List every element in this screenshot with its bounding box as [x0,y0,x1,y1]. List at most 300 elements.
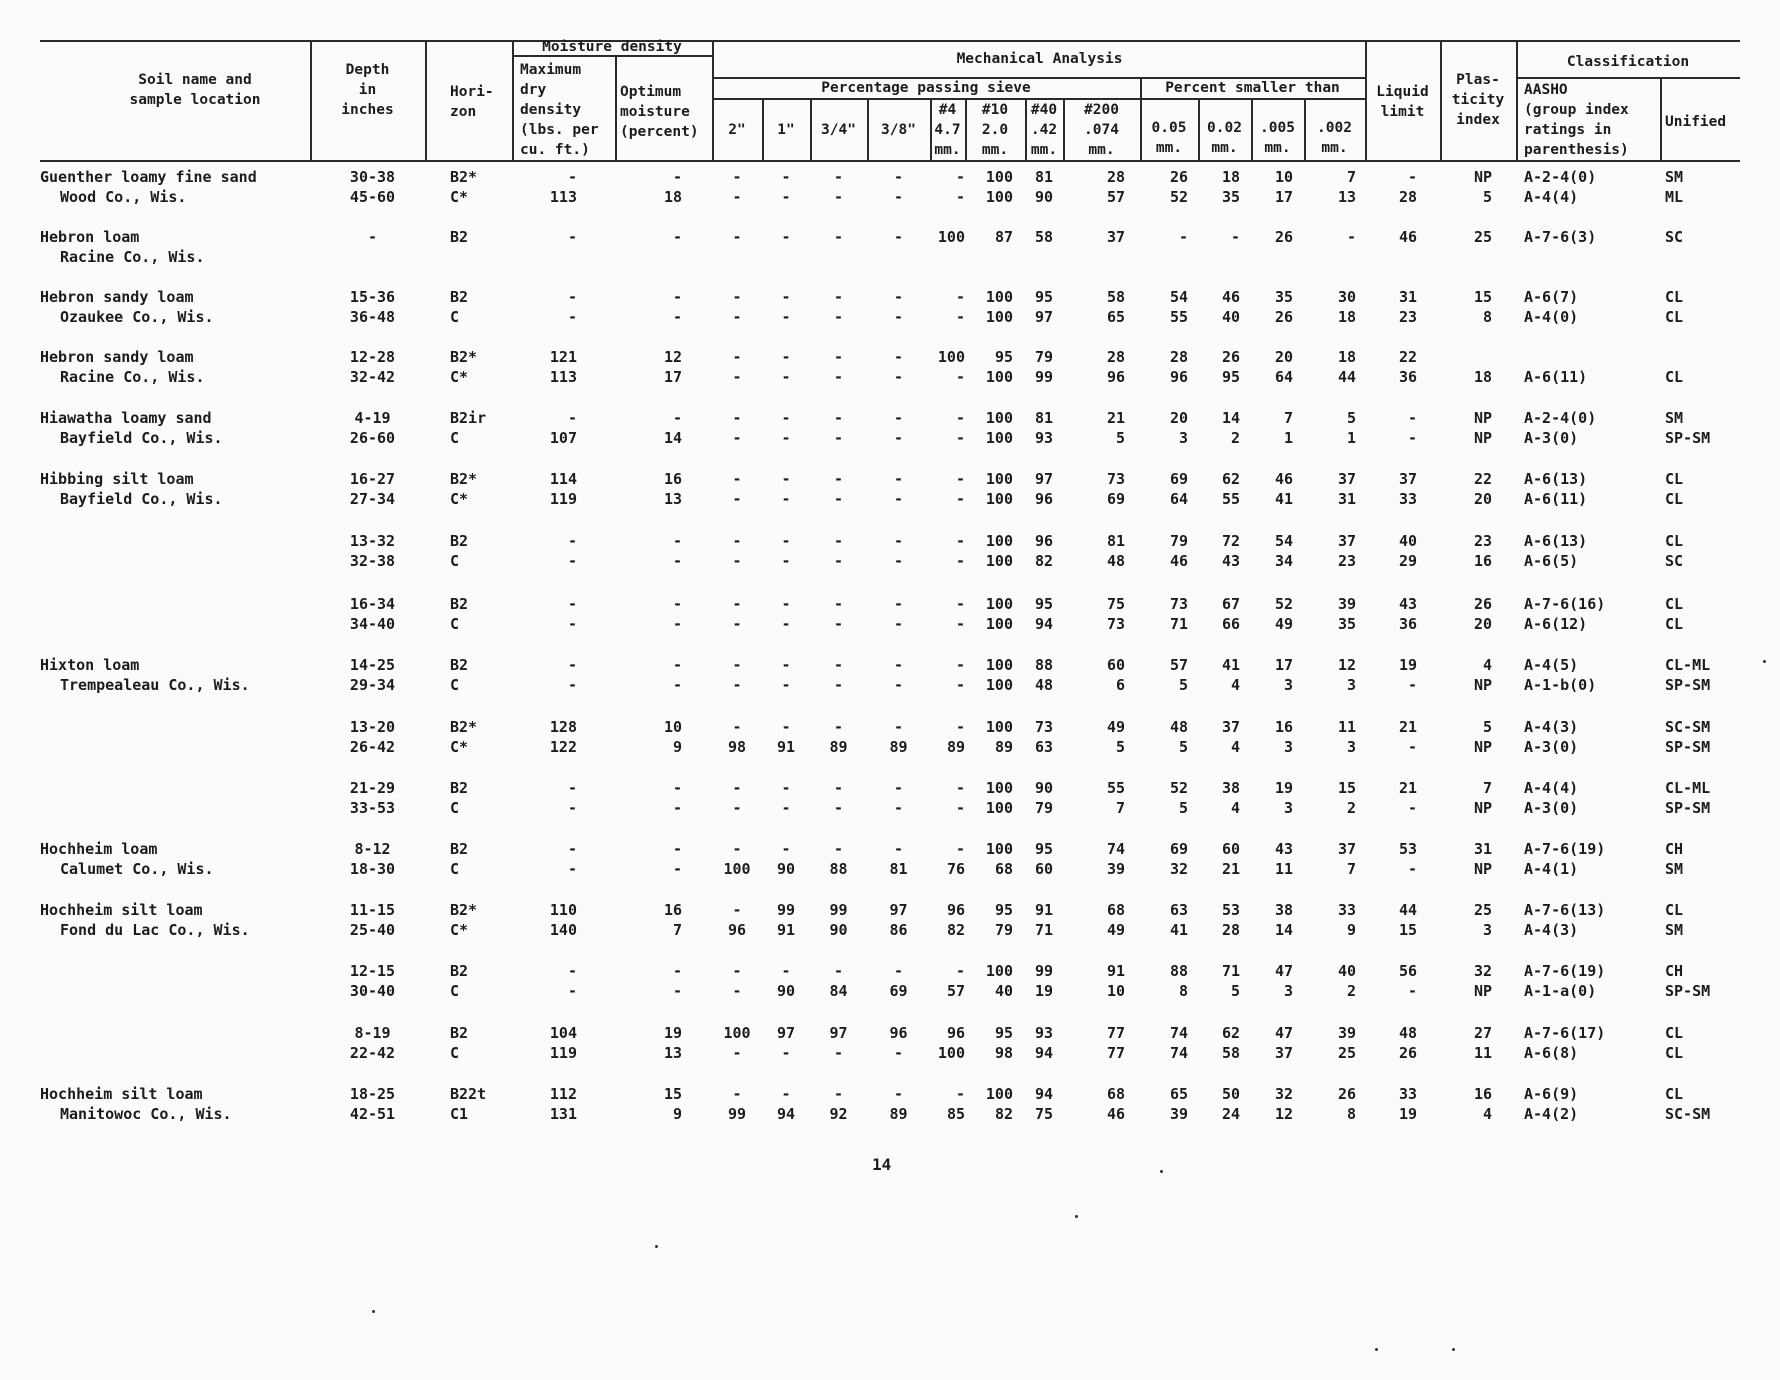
table-cell: - [567,288,577,306]
soil-name-cell: Manitowoc Co., Wis. [60,1105,232,1123]
table-cell: A-2-4(0) [1524,409,1597,427]
table-cell: 41 [1274,490,1293,508]
table-cell: A-7-6(13) [1524,901,1606,919]
table-cell: - [732,532,742,550]
table-cell: - [833,595,844,613]
table-cell: 69 [1169,840,1188,858]
table-cell: 82 [946,921,965,939]
table-cell: 10 [1106,982,1125,1000]
table-cell: 100 [985,368,1013,386]
table-cell: 76 [946,860,965,878]
table-cell: - [893,348,904,366]
table-cell: 119 [549,490,577,508]
table-cell: 5 [1482,188,1492,206]
scan-speck [1160,1170,1163,1173]
header-divider [615,55,617,162]
table-cell: 60 [1221,840,1240,858]
table-cell: 39 [1169,1105,1188,1123]
table-cell: CH [1665,840,1684,858]
table-cell: - [1407,429,1417,447]
table-cell: 99 [776,901,796,919]
table-cell: C* [450,188,469,206]
table-cell: - [893,308,904,326]
table-cell: 82 [994,1105,1013,1123]
table-cell: 13-20 [349,718,396,736]
table-cell: 18 [1337,308,1356,326]
table-cell: - [1407,860,1417,878]
table-cell: 46 [1274,470,1293,488]
table-cell: 100 [937,1044,965,1062]
table-cell: 128 [549,718,577,736]
table-cell: - [732,901,742,919]
table-cell: 13 [663,490,682,508]
table-cell: 7 [1346,168,1356,186]
table-cell: - [672,552,682,570]
table-cell: 85 [946,1105,965,1123]
table-cell: - [781,1085,791,1103]
table-cell: 22-42 [349,1044,396,1062]
table-cell: - [1178,228,1188,246]
table-cell: - [955,779,965,797]
table-cell: 95 [1034,595,1054,613]
table-cell: 26 [1473,595,1492,613]
table-cell: 55 [1169,308,1188,326]
table-cell: 100 [985,552,1013,570]
table-cell: 11-15 [349,901,396,919]
table-cell: 49 [1274,615,1293,633]
soil-name-cell: Bayfield Co., Wis. [60,429,223,447]
table-cell: - [672,288,682,306]
soil-name-cell: Bayfield Co., Wis. [60,490,223,508]
table-cell: 114 [549,470,577,488]
table-cell: 26 [1274,228,1293,246]
table-cell: C* [450,368,469,386]
table-cell: 13-32 [349,532,396,550]
table-cell: A-7-6(16) [1524,595,1606,613]
table-cell: 47 [1274,1024,1293,1042]
table-cell: 9 [672,1105,682,1123]
table-cell: - [781,490,791,508]
table-cell: 92 [829,1105,848,1123]
table-cell: 30 [1337,288,1356,306]
table-cell: C [450,552,460,570]
plasticity-index-header: Plas- ticity index [1451,72,1505,128]
table-cell: 100 [985,840,1013,858]
table-cell: 53 [1221,901,1240,919]
table-cell: 67 [1221,595,1240,613]
table-cell: 3 [1482,921,1492,939]
table-cell: 32-38 [349,552,396,570]
table-cell: - [781,840,791,858]
table-cell: 95 [1034,288,1054,306]
table-cell: - [893,656,904,674]
table-cell: 7 [672,921,682,939]
table-cell: - [672,676,682,694]
table-cell: 96 [889,1024,908,1042]
table-cell: 6 [1115,676,1125,694]
table-cell: - [893,779,904,797]
table-cell: - [955,718,965,736]
table-cell: - [732,676,742,694]
table-cell: 72 [1221,532,1240,550]
table-cell: 89 [946,738,965,756]
table-cell: A-4(5) [1524,656,1579,674]
table-cell: CL [1665,308,1684,326]
table-cell: 99 [1034,962,1054,980]
table-cell: - [567,308,577,326]
table-cell: - [1407,676,1417,694]
table-cell: CL [1665,1024,1684,1042]
table-cell: 48 [1034,676,1054,694]
table-cell: 12 [1337,656,1356,674]
table-cell: 91 [776,738,796,756]
table-cell: - [781,799,791,817]
table-cell: - [781,168,791,186]
table-cell: - [955,532,965,550]
table-cell: 69 [889,982,908,1000]
table-cell: - [893,368,904,386]
table-cell: 8-19 [354,1024,391,1042]
table-cell: 97 [1034,308,1054,326]
table-cell: 100 [937,228,965,246]
table-cell: 97 [776,1024,796,1042]
table-cell: 38 [1221,779,1240,797]
table-cell: - [567,552,577,570]
table-cell: 96 [1034,490,1054,508]
table-cell: 50 [1221,1085,1240,1103]
table-cell: - [893,288,904,306]
table-cell: B22t [450,1085,487,1103]
table-cell: - [732,470,742,488]
table-cell: - [732,962,742,980]
table-cell: 52 [1169,779,1188,797]
table-cell: 96 [1106,368,1125,386]
table-cell: 66 [1221,615,1240,633]
table-cell: 21-29 [349,779,396,797]
table-cell: - [567,860,577,878]
table-cell: - [732,779,742,797]
table-cell: 41 [1221,656,1240,674]
table-cell: A-6(12) [1524,615,1588,633]
table-cell: 28 [1398,188,1417,206]
table-cell: 37 [1221,718,1240,736]
table-cell: 15-36 [349,288,396,306]
table-cell: - [833,470,844,488]
table-cell: 75 [1106,595,1125,613]
table-cell: - [781,1044,791,1062]
table-cell: - [672,615,682,633]
table-cell: 19 [1398,656,1417,674]
table-cell: A-6(7) [1524,288,1579,306]
table-cell: A-4(3) [1524,921,1579,939]
table-cell: 7 [1346,860,1356,878]
table-cell: 26 [1398,1044,1417,1062]
table-cell: 55 [1106,779,1125,797]
table-cell: 79 [994,921,1013,939]
table-cell: - [781,188,791,206]
table-cell: - [893,962,904,980]
table-cell: 100 [985,470,1013,488]
table-cell: CL [1665,615,1684,633]
table-cell: 81 [1034,168,1054,186]
table-cell: 37 [1337,840,1356,858]
table-cell: A-6(9) [1524,1085,1579,1103]
table-cell: - [672,168,682,186]
table-cell: 47 [1274,962,1293,980]
table-cell: 60 [1034,860,1054,878]
table-cell: - [1407,409,1417,427]
table-cell: - [672,840,682,858]
table-cell: 27 [1473,1024,1492,1042]
header-top-rule [40,40,1740,42]
table-cell: A-6(11) [1524,368,1588,386]
table-cell: 36-48 [349,308,396,326]
table-cell: 79 [1034,799,1054,817]
table-cell: 16-34 [349,595,396,613]
table-cell: 8 [1482,308,1492,326]
table-cell: 64 [1274,368,1293,386]
table-cell: - [672,799,682,817]
table-cell: 57 [946,982,965,1000]
table-cell: - [893,188,904,206]
table-cell: ML [1665,188,1684,206]
table-cell: 100 [985,676,1013,694]
table-cell: 95 [1034,840,1054,858]
table-cell: 26-60 [349,429,396,447]
table-cell: - [893,840,904,858]
table-cell: CL [1665,1044,1684,1062]
table-cell: 15 [663,1085,682,1103]
table-cell: 33 [1337,901,1356,919]
table-cell: 32 [1274,1085,1293,1103]
table-cell: - [672,982,682,1000]
table-cell: - [781,552,791,570]
table-cell: 100 [937,348,965,366]
table-cell: 46 [1169,552,1188,570]
header-divider [1660,77,1662,162]
table-cell: 81 [1034,409,1054,427]
table-cell: 65 [1169,1085,1188,1103]
header-bottom-rule [40,160,1740,162]
soil-name-cell: Racine Co., Wis. [60,368,205,386]
table-cell: 90 [1034,779,1054,797]
table-cell: 68 [1106,1085,1125,1103]
table-cell: - [833,615,844,633]
table-cell: SM [1665,409,1684,427]
soil-name-header: Soil name and sample location [129,72,261,108]
table-cell: - [1230,228,1240,246]
table-cell: 25 [1473,901,1492,919]
table-cell: A-3(0) [1524,799,1579,817]
table-cell: - [955,429,965,447]
table-cell: - [567,962,577,980]
table-cell: - [732,368,742,386]
table-cell: 100 [985,962,1013,980]
sieve-3-4in-header: 3/4" [821,122,856,138]
max-dry-density-header: Maximum dry density (lbs. per cu. ft.) [520,62,599,158]
table-cell: 5 [1230,982,1240,1000]
table-cell: C* [450,921,469,939]
table-cell: 99 [727,1105,747,1123]
table-cell: - [833,656,844,674]
table-cell: - [781,288,791,306]
table-cell: 3 [1283,982,1293,1000]
table-cell: CL-ML [1665,779,1711,797]
table-cell: C [450,799,460,817]
table-cell: 4-19 [354,409,391,427]
table-cell: - [955,168,965,186]
table-cell: - [732,552,742,570]
table-cell: - [955,840,965,858]
table-cell: 11 [1473,1044,1492,1062]
table-cell: A-6(8) [1524,1044,1579,1062]
table-cell: - [893,1085,904,1103]
table-cell: - [893,1044,904,1062]
table-cell: 41 [1169,921,1188,939]
table-cell: 58 [1106,288,1125,306]
table-cell: - [833,799,844,817]
table-cell: 40 [1398,532,1417,550]
table-cell: B2* [450,348,478,366]
table-cell: 74 [1169,1024,1188,1042]
table-cell: SC [1665,228,1684,246]
sieve-1in-header: 1" [777,122,795,138]
table-cell: 5 [1482,718,1492,736]
table-cell: 100 [985,799,1013,817]
table-cell: 58 [1034,228,1054,246]
table-cell: 104 [549,1024,577,1042]
table-cell: 11 [1337,718,1356,736]
table-cell: 88 [829,860,848,878]
table-cell: 12-15 [349,962,396,980]
page-number: 14 [872,1155,892,1174]
table-cell: - [732,615,742,633]
table-cell: 34-40 [349,615,396,633]
table-cell: 18 [1337,348,1356,366]
table-cell: 3 [1283,676,1293,694]
table-cell: 94 [776,1105,796,1123]
table-cell: 100 [985,532,1013,550]
table-cell: 100 [985,718,1013,736]
table-cell: - [833,840,844,858]
table-cell: 63 [1169,901,1188,919]
table-cell: 100 [985,308,1013,326]
table-cell: 22 [1398,348,1417,366]
table-cell: 112 [549,1085,577,1103]
table-cell: 26-42 [349,738,396,756]
table-cell: 14 [1274,921,1293,939]
table-cell: - [781,368,791,386]
table-cell: 18-25 [349,1085,396,1103]
classification-header: Classification [1566,54,1690,70]
table-cell: C1 [450,1105,469,1123]
table-cell: - [955,962,965,980]
table-cell: 20 [1473,615,1492,633]
table-cell: B2ir [450,409,487,427]
table-cell: 89 [889,738,908,756]
table-cell: 15 [1337,779,1356,797]
table-cell: 121 [549,348,577,366]
table-cell: 1 [1283,429,1293,447]
table-cell: 98 [994,1044,1013,1062]
table-cell: 75 [1034,1105,1054,1123]
table-cell: 23 [1337,552,1356,570]
table-cell: - [781,348,791,366]
table-cell: B2 [450,595,469,613]
table-cell: 113 [549,368,577,386]
table-cell: 100 [985,615,1013,633]
table-cell: 23 [1473,532,1492,550]
table-cell: A-4(1) [1524,860,1579,878]
table-cell: 94 [1034,1044,1054,1062]
table-cell: NP [1473,168,1492,186]
table-cell: A-7-6(17) [1524,1024,1606,1042]
table-cell: - [732,168,742,186]
table-cell: 55 [1221,490,1240,508]
table-cell: 2 [1230,429,1240,447]
table-cell: 81 [889,860,908,878]
table-cell: 73 [1106,470,1125,488]
table-cell: - [732,656,742,674]
table-cell: 35 [1221,188,1240,206]
table-cell: - [955,409,965,427]
table-cell: - [893,409,904,427]
table-cell: 28 [1106,168,1125,186]
table-cell: 25-40 [349,921,396,939]
table-cell: 21 [1106,409,1125,427]
table-cell: 20 [1169,409,1188,427]
table-cell: 100 [985,168,1013,186]
table-cell: 22 [1473,470,1492,488]
table-cell: 21 [1221,860,1240,878]
table-cell: - [732,288,742,306]
table-cell: 48 [1106,552,1125,570]
soil-name-cell: Hochheim silt loam [40,1085,203,1103]
table-cell: SP-SM [1665,738,1711,756]
table-cell: 19 [1274,779,1293,797]
table-cell: 100 [985,409,1013,427]
table-cell: 79 [1034,348,1054,366]
table-cell: - [781,676,791,694]
table-cell: - [672,962,682,980]
table-cell: 97 [889,901,908,919]
table-cell: 37 [1337,470,1356,488]
optimum-moisture-header: Optimum moisture (percent) [620,84,699,140]
table-cell: 39 [1337,1024,1356,1042]
table-cell: A-4(0) [1524,308,1579,326]
table-cell: 96 [1169,368,1188,386]
table-cell: 37 [1337,532,1356,550]
table-cell: 20 [1473,490,1492,508]
table-cell: 96 [727,921,747,939]
table-cell: 100 [985,595,1013,613]
table-cell: B2 [450,840,469,858]
table-cell: - [893,429,904,447]
table-cell: 54 [1169,288,1188,306]
table-cell: - [781,532,791,550]
table-cell: 42-51 [349,1105,396,1123]
table-cell: 3 [1346,676,1356,694]
table-cell: A-1-a(0) [1524,982,1597,1000]
table-cell: B2 [450,656,469,674]
table-cell: 68 [1106,901,1125,919]
table-cell: C* [450,738,469,756]
table-cell: NP [1473,799,1492,817]
table-cell: - [893,595,904,613]
table-cell: - [672,308,682,326]
table-cell: 21 [1398,718,1417,736]
table-cell: - [732,228,742,246]
